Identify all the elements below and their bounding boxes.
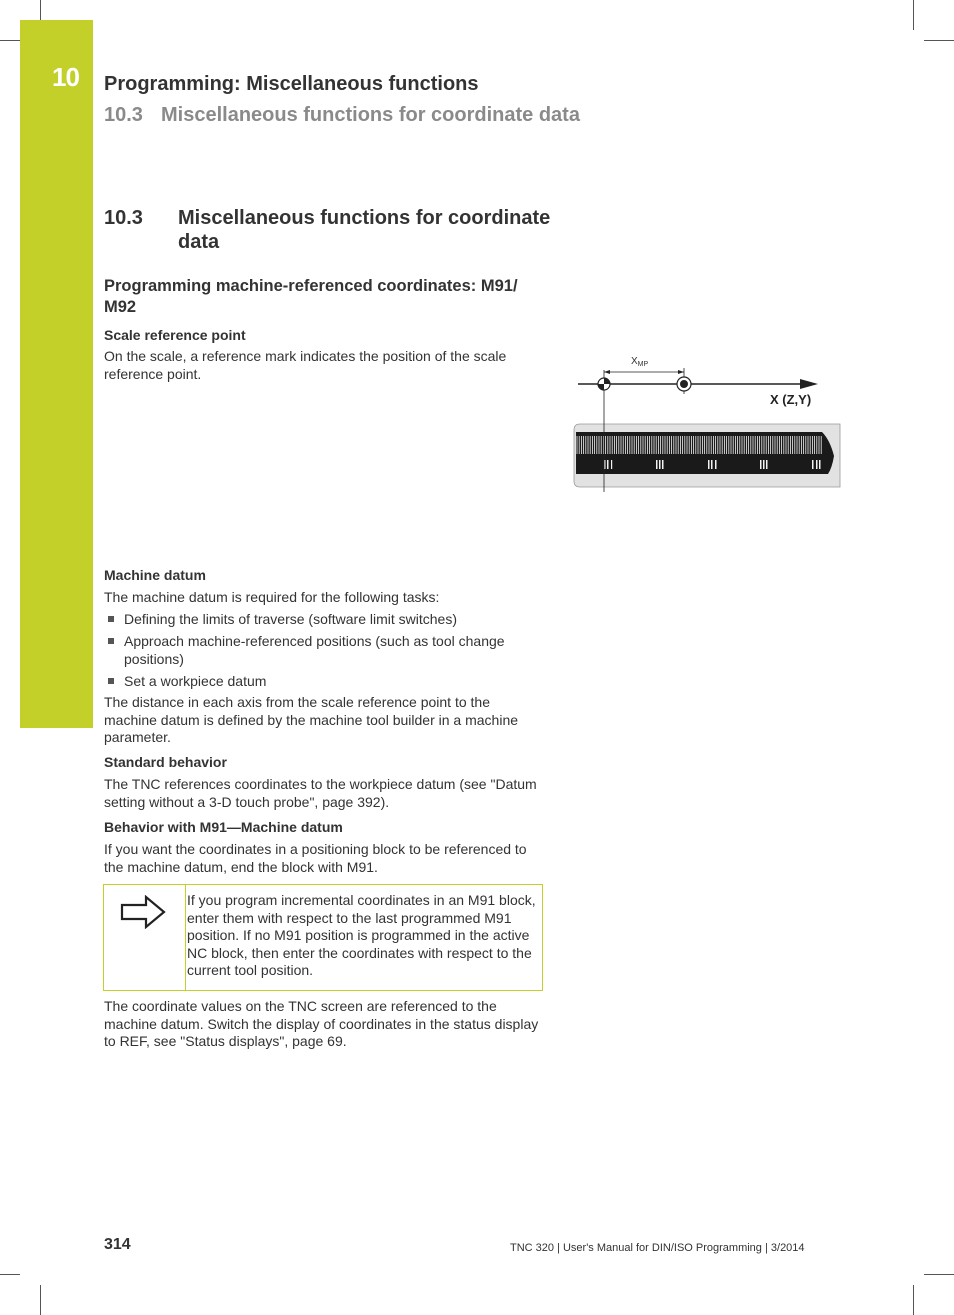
section-number: 10.3 [104, 207, 143, 229]
scale-diagram [560, 350, 852, 495]
arrow-right-icon [120, 895, 166, 929]
page-number: 314 [104, 1236, 131, 1253]
m91-behavior-heading: Behavior with M91—Machine datum [104, 819, 343, 835]
crop-mark [0, 40, 20, 41]
bullet-icon [108, 638, 114, 644]
standard-behavior-heading: Standard behavior [104, 754, 227, 770]
bullet-icon [108, 616, 114, 622]
running-header-section-number: 10.3 [104, 104, 143, 126]
machine-datum-text: The distance in each axis from the scale reference point to the machine datum is defined by the machine tool builder in a machine parameter. [104, 694, 519, 746]
note-text: If you program incremental coordinates in an M91 block, enter them with respect to the last programmed M91 position. If no M91 position is programmed in the active NC block, then enter the coordinates with respect to the current tool position. [187, 892, 536, 979]
crop-mark [40, 1285, 41, 1315]
axis-label: X (Z,Y) [770, 392, 812, 407]
note-divider [185, 885, 186, 990]
footer-doc-title: TNC 320 | User's Manual for DIN/ISO Programming | 3/2014 [510, 1242, 805, 1254]
scale-reference-text: On the scale, a reference mark indicates the position of the scale reference point. [104, 348, 507, 382]
m91-behavior-text: If you want the coordinates in a positioning block to be referenced to the machine datum, end the block with M91. [104, 841, 527, 875]
chapter-number: 10 [52, 62, 79, 92]
bullet-icon [108, 678, 114, 684]
list-item: Defining the limits of traverse (software limit switches) [104, 611, 544, 629]
list-item: Approach machine-referenced positions (such as tool change positions) [104, 633, 544, 668]
chapter-tab [20, 20, 93, 728]
machine-datum-intro: The machine datum is required for the following tasks: [104, 589, 440, 605]
crop-mark [0, 1274, 20, 1275]
running-header-section [104, 104, 580, 127]
running-header-section-title: Miscellaneous functions for coordinate data [161, 104, 580, 126]
subsection-heading: Programming machine-referenced coordinates: M91/ M92 [104, 277, 518, 316]
dimension-label: X [631, 356, 638, 367]
scale-figure [560, 350, 852, 500]
scale-reference-heading: Scale reference point [104, 327, 246, 343]
machine-datum-heading: Machine datum [104, 567, 206, 583]
crop-mark [40, 0, 41, 20]
crop-mark [924, 1274, 954, 1275]
crop-mark [913, 1285, 914, 1315]
machine-datum-list [104, 611, 544, 695]
note-box [103, 884, 543, 991]
running-header-chapter: Programming: Miscellaneous functions [104, 73, 479, 95]
dimension-subscript: MP [637, 361, 649, 368]
closing-text: The coordinate values on the TNC screen are referenced to the machine datum. Switch the display of coordinates in the status display to REF, see "Status displays", page 69. [104, 998, 539, 1050]
crop-mark [913, 0, 914, 30]
crop-mark [924, 40, 954, 41]
svg-text:XMP [631, 356, 649, 368]
section-title: Miscellaneous functions for coordinate data [178, 207, 551, 253]
list-item: Set a workpiece datum [104, 673, 544, 691]
standard-behavior-text: The TNC references coordinates to the workpiece datum (see "Datum setting without a 3-D touch probe", page 392). [104, 776, 537, 810]
